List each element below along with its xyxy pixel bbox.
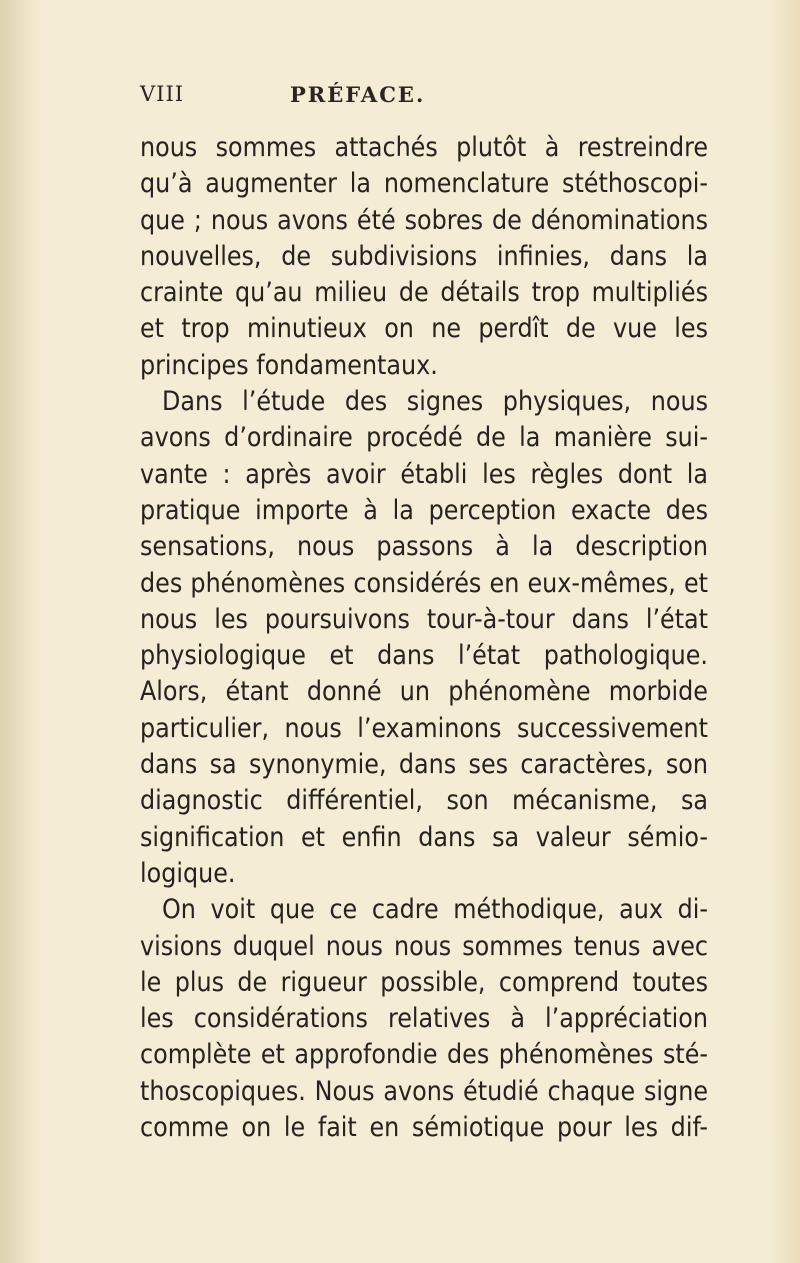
text-line: crainte qu’au milieu de détails trop multipliés [140,277,708,309]
page-number: VIII [140,82,185,106]
text-line: les considérations relatives à l’appréciation [140,1003,708,1035]
text-line: des phénomènes considérés en eux-mêmes, et [140,567,708,599]
text-line: le plus de rigueur possible, comprend toutes [140,966,708,998]
text-line: particulier, nous l’examinons successivement [140,712,708,744]
running-head [140,82,700,122]
text-line: que ; nous avons été sobres de dénominations [140,204,708,236]
text-line: Alors, étant donné un phénomène morbide [140,676,708,708]
text-line: physiologique et dans l’état pathologique. [140,640,708,672]
text-line: nous les poursuivons tour-à-tour dans l’état [140,603,708,635]
text-line: dans sa synonymie, dans ses caractères, son [140,749,708,781]
text-line: visions duquel nous nous sommes tenus avec [140,930,708,962]
text-line: nouvelles, de subdivisions infinies, dans la [140,240,708,272]
text-line: et trop minutieux on ne perdît de vue les [140,313,708,345]
text-line: On voit que ce cadre méthodique, aux di- [162,894,708,926]
running-title: PRÉFACE. [290,82,426,107]
text-line: logique. [140,857,236,889]
text-line: comme on le fait en sémiotique pour les dif- [140,1112,708,1144]
text-line: nous sommes attachés plutôt à restreindre [140,132,708,163]
text-line: complète et approfondie des phénomènes sté- [140,1039,708,1071]
text-line: principes fondamentaux. [140,349,438,381]
text-line: Dans l’étude des signes physiques, nous [162,386,708,418]
text-line: thoscopiques. Nous avons étudié chaque signe [140,1075,708,1107]
text-line: diagnostic différentiel, son mécanisme, sa [140,785,708,817]
text-line: sensations, nous passons à la description [140,531,708,563]
text-line: vante : après avoir établi les règles dont la [140,458,708,490]
text-line: qu’à augmenter la nomenclature stéthoscopi- [140,168,708,200]
text-line: signification et enfin dans sa valeur sémio- [140,821,708,853]
text-line: pratique importe à la perception exacte des [140,494,708,526]
text-line: avons d’ordinaire procédé de la manière sui- [140,422,708,454]
body-text [140,130,708,1146]
